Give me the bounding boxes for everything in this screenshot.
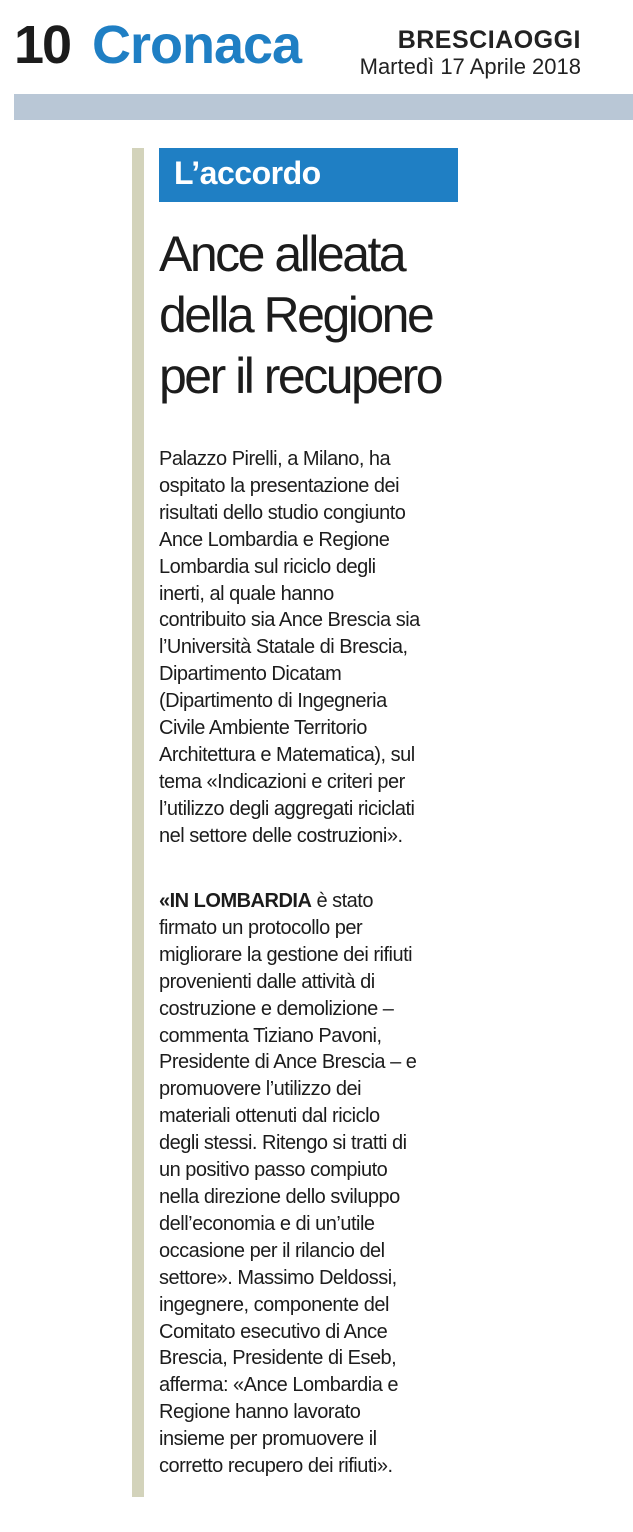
section-name: Cronaca bbox=[92, 15, 302, 75]
text-line: promuovere l’utilizzo dei bbox=[159, 1078, 362, 1101]
text-line: commenta Tiziano Pavoni, bbox=[159, 1024, 382, 1047]
text-line: Civile Ambiente Territorio bbox=[159, 717, 367, 740]
text-line: l’utilizzo degli aggregati riciclati bbox=[159, 797, 415, 820]
kicker-label: L’accordo bbox=[174, 155, 321, 191]
text-line: provenienti dalle attività di bbox=[159, 970, 375, 993]
masthead: BRESCIAOGGI bbox=[397, 26, 581, 54]
text-line: l’Università Statale di Brescia, bbox=[159, 636, 408, 659]
text-line: contribuito sia Ance Brescia sia bbox=[159, 609, 420, 632]
article-side-rule bbox=[132, 148, 144, 1497]
text-line: Brescia, Presidente di Eseb, bbox=[159, 1347, 397, 1370]
page-header bbox=[0, 0, 633, 120]
text-line: risultati dello studio congiunto bbox=[159, 501, 406, 524]
text-line: tema «Indicazioni e criteri per bbox=[159, 770, 405, 793]
lead-in-rest: è stato bbox=[311, 890, 373, 912]
paragraph-2 bbox=[159, 888, 469, 1480]
text-line: costruzione e demolizione – bbox=[159, 997, 394, 1020]
text-line: (Dipartimento di Ingegneria bbox=[159, 690, 387, 713]
text-line: Ance Lombardia e Regione bbox=[159, 528, 390, 551]
issue-date: Martedì 17 Aprile 2018 bbox=[359, 54, 581, 79]
text-line: ingegnere, componente del bbox=[159, 1293, 389, 1316]
text-line: Presidente di Ance Brescia – e bbox=[159, 1051, 417, 1074]
text-line: insieme per promuovere il bbox=[159, 1428, 377, 1451]
text-line: materiali ottenuti dal riciclo bbox=[159, 1105, 380, 1128]
text-line: Comitato esecutivo di Ance bbox=[159, 1320, 388, 1343]
text-line: migliorare la gestione dei rifiuti bbox=[159, 943, 413, 966]
text-line: un positivo passo compiuto bbox=[159, 1159, 388, 1182]
headline-line: della Regione bbox=[159, 287, 433, 343]
text-line: ospitato la presentazione dei bbox=[159, 474, 400, 497]
header-rule bbox=[14, 94, 633, 120]
text-line: firmato un protocollo per bbox=[159, 916, 363, 939]
text-line: Regione hanno lavorato bbox=[159, 1401, 361, 1424]
text-line: nel settore delle costruzioni». bbox=[159, 824, 403, 847]
text-line: Dipartimento Dicatam bbox=[159, 663, 342, 686]
text-line: degli stessi. Ritengo si tratti di bbox=[159, 1132, 407, 1155]
text-line: occasione per il rilancio del bbox=[159, 1239, 385, 1262]
text-line: afferma: «Ance Lombardia e bbox=[159, 1374, 399, 1397]
text-line bbox=[159, 888, 469, 915]
text-line: dell’economia e di un’utile bbox=[159, 1212, 375, 1235]
text-line: Palazzo Pirelli, a Milano, ha bbox=[159, 448, 391, 470]
headline bbox=[159, 224, 479, 407]
text-line: settore». Massimo Deldossi, bbox=[159, 1266, 397, 1289]
paragraph-1 bbox=[159, 446, 469, 850]
headline-line: per il recupero bbox=[159, 348, 442, 404]
text-line: Architettura e Matematica), sul bbox=[159, 743, 415, 766]
lead-in: «IN LOMBARDIA bbox=[159, 890, 312, 912]
page-number: 10 bbox=[14, 15, 71, 75]
kicker-box bbox=[159, 148, 458, 202]
text-line: nella direzione dello sviluppo bbox=[159, 1185, 400, 1208]
text-line: Lombardia sul riciclo degli bbox=[159, 555, 376, 578]
text-line: corretto recupero dei rifiuti». bbox=[159, 1455, 393, 1478]
text-line: inerti, al quale hanno bbox=[159, 582, 334, 605]
headline-line: Ance alleata bbox=[159, 226, 405, 282]
